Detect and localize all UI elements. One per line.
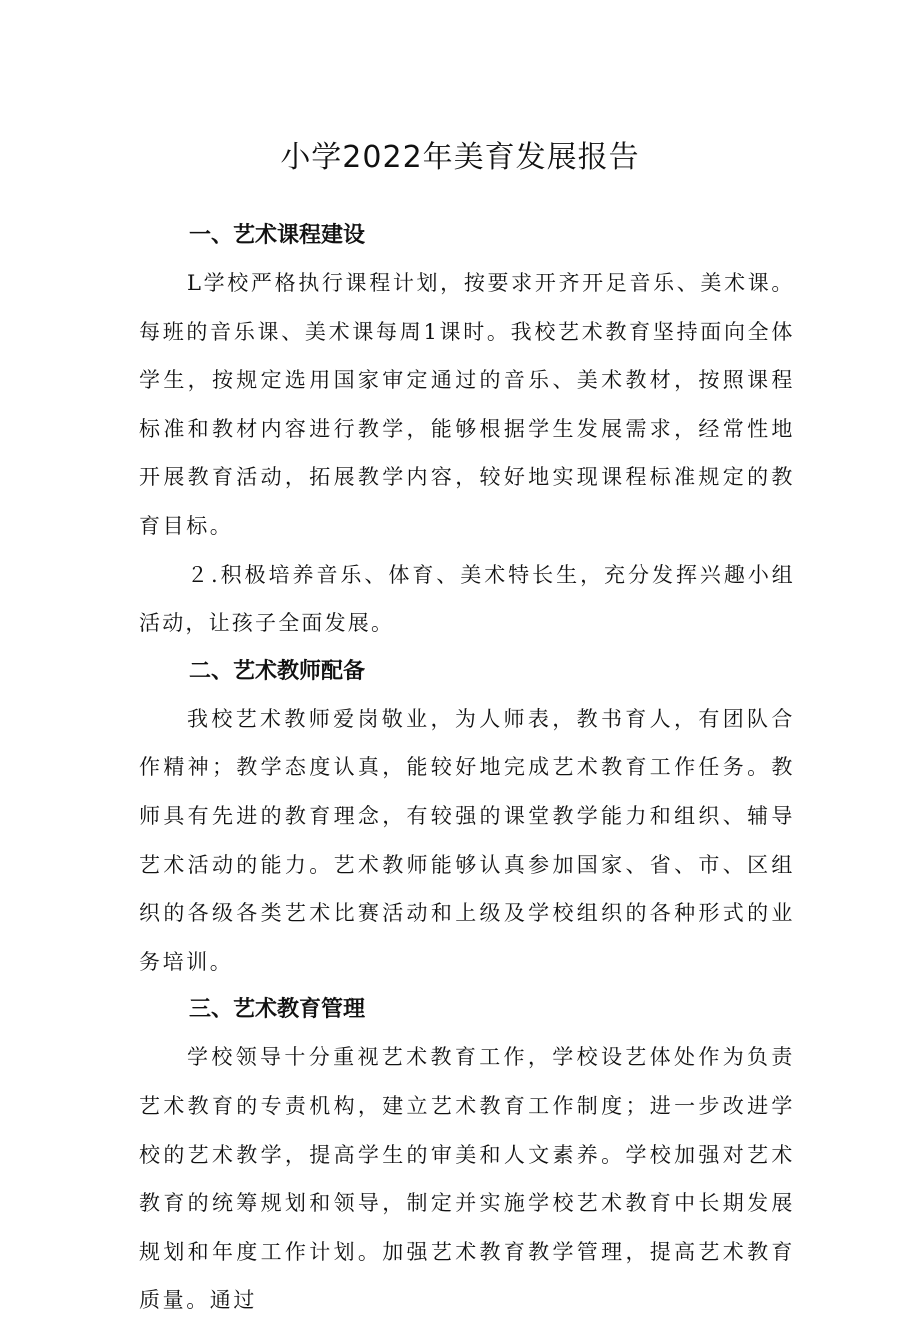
paragraph-curriculum-1: L学校严格执行课程计划，按要求开齐开足音乐、美术课。每班的音乐课、美术课每周1课时。我校艺术教育坚持面向全体学生，按规定选用国家审定通过的音乐、美术教材，按照课程标准和教材内容进行教学，能够根据学生发展需求，经常性地开展教育活动，拓展教学内容，较好地实现课程标准规定的教育目标。 <box>139 271 795 538</box>
section-heading-curriculum: 一、艺术课程建设 <box>189 223 366 248</box>
document-body <box>139 212 795 1325</box>
paragraph-teachers-1: 我校艺术教师爱岗敬业，为人师表，教书育人，有团队合作精神；教学态度认真，能较好地完成艺术教育工作任务。教师具有先进的教育理念，有较强的课堂教学能力和组织、辅导艺术活动的能力。艺术教师能够认真参加国家、省、市、区组织的各级各类艺术比赛活动和上级及学校组织的各种形式的业务培训。 <box>139 706 795 974</box>
section-heading-management: 三、艺术教育管理 <box>189 997 366 1023</box>
section-heading-teachers: 二、艺术教师配备 <box>189 658 366 684</box>
document-title: 小学2022年美育发展报告 <box>280 140 640 175</box>
paragraph-curriculum-2: ２.积极培养音乐、体育、美术特长生，充分发挥兴趣小组活动，让孩子全面发展。 <box>139 562 795 636</box>
paragraph-management-1: 学校领导十分重视艺术教育工作，学校设艺体处作为负责艺术教育的专责机构，建立艺术教育工作制度；进一步改进学校的艺术教学，提高学生的审美和人文素养。学校加强对艺术教育的统筹规划和领导，制定并实施学校艺术教育中长期发展规划和年度工作计划。加强艺术教育教学管理，提高艺术教育质量。通过 <box>139 1045 795 1313</box>
